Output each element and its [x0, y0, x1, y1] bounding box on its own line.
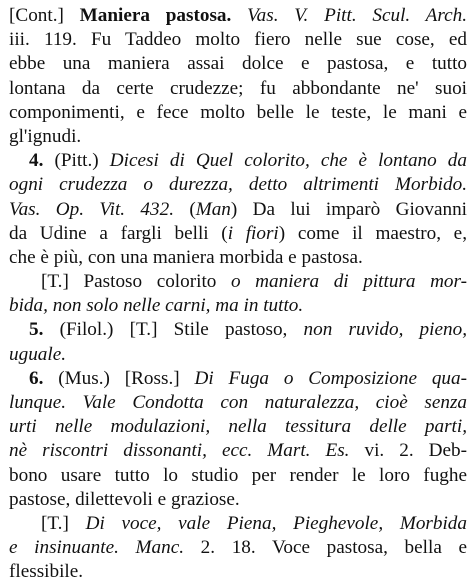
text-line [9, 464, 467, 488]
text-run: componimenti, e fece molto belle le teste, le mani e [9, 101, 467, 123]
italic-text: Vas. V. Pitt. Scul. Arch. [247, 5, 467, 26]
text-line [9, 367, 467, 391]
text-run: ) come il maestro, e, [278, 222, 467, 244]
text-run: iii. 119. Fu Taddeo molto fiero nelle sue cose, ed [9, 29, 467, 51]
italic-text: o maniera di pittura mor- [230, 271, 467, 293]
text-run: vi. 2. Deb- [349, 440, 467, 462]
text-line [9, 391, 467, 415]
text-line [9, 318, 467, 342]
text-run: pastose, dilettevoli e graziose. [9, 488, 240, 510]
italic-text: i fiori [227, 222, 279, 244]
text-line [9, 439, 467, 463]
text-line [9, 173, 467, 197]
text-run: ) Da lui imparò Giovanni [230, 198, 467, 220]
text-run: [Cont.] [9, 5, 80, 26]
text-run: lontana da certe crudezze; fu abbondante ne' suoi [9, 77, 467, 99]
italic-text: lunque. Vale Condotta con naturalezza, cioè senza [9, 392, 467, 413]
text-run [231, 5, 247, 26]
text-line [9, 222, 467, 246]
text-run: ebbe una maniera assai dolce e pastosa, e tutto [9, 53, 467, 75]
bold-text: 4. [29, 150, 44, 172]
italic-text: Man [195, 198, 231, 220]
text-run: (Pitt.) [43, 150, 110, 172]
text-line [9, 4, 467, 28]
text-line [9, 294, 467, 318]
text-line [9, 198, 467, 222]
text-run: (Filol.) [T.] Stile pastoso, [43, 319, 304, 341]
text-run: (Mus.) [Ross.] [43, 367, 195, 389]
text-line [9, 415, 467, 439]
italic-text: uguale. [9, 343, 67, 365]
text-line [9, 536, 467, 560]
italic-text: ogni crudezza o durezza, detto altrimenti Morbido. [9, 174, 467, 196]
italic-text: Dicesi di Quel colorito, che è lontano da [109, 150, 467, 172]
bold-text: Maniera pastosa. [79, 5, 232, 26]
text-run: [T.] [41, 512, 86, 534]
dictionary-entry-page [9, 4, 467, 585]
text-run: ( [174, 198, 196, 220]
text-line [9, 512, 467, 536]
text-line [9, 77, 467, 101]
text-run: [T.] Pastoso colorito [41, 271, 231, 293]
italic-text: Di Fuga o Composizione qua- [194, 367, 467, 389]
italic-text: bida, non solo nelle carni, ma in tutto. [9, 295, 304, 317]
text-line [9, 52, 467, 76]
italic-text: Vas. Op. Vit. 432. [9, 198, 175, 220]
italic-text: urti nelle modulazioni, nella tessitura delle parti, [9, 416, 467, 438]
text-line [9, 101, 467, 125]
italic-text: nè riscontri dissonanti, ecc. Mart. Es. [9, 440, 350, 462]
text-line [9, 149, 467, 173]
text-run: flessibile. [9, 561, 84, 583]
bold-text: 6. [29, 367, 44, 389]
italic-text: e insinuante. Manc. [9, 537, 185, 559]
text-line [9, 560, 467, 584]
text-line [9, 246, 467, 270]
italic-text: Di voce, vale Piena, Pieghevole, Morbida [85, 512, 467, 534]
text-run: 2. 18. Voce pastosa, bella e [184, 537, 467, 559]
text-line [9, 343, 467, 367]
text-line [9, 125, 467, 149]
bold-text: 5. [29, 319, 44, 341]
text-run: che è più, con una maniera morbida e pastosa. [9, 246, 363, 268]
text-line [9, 28, 467, 52]
italic-text: non ruvido, pieno, [303, 319, 467, 341]
text-line [9, 488, 467, 512]
text-run: bono usare tutto lo studio per render le loro fughe [9, 464, 467, 486]
text-run: da Udine a fargli belli ( [9, 222, 228, 244]
text-line [9, 270, 467, 294]
text-run: gl'ignudi. [9, 125, 82, 147]
